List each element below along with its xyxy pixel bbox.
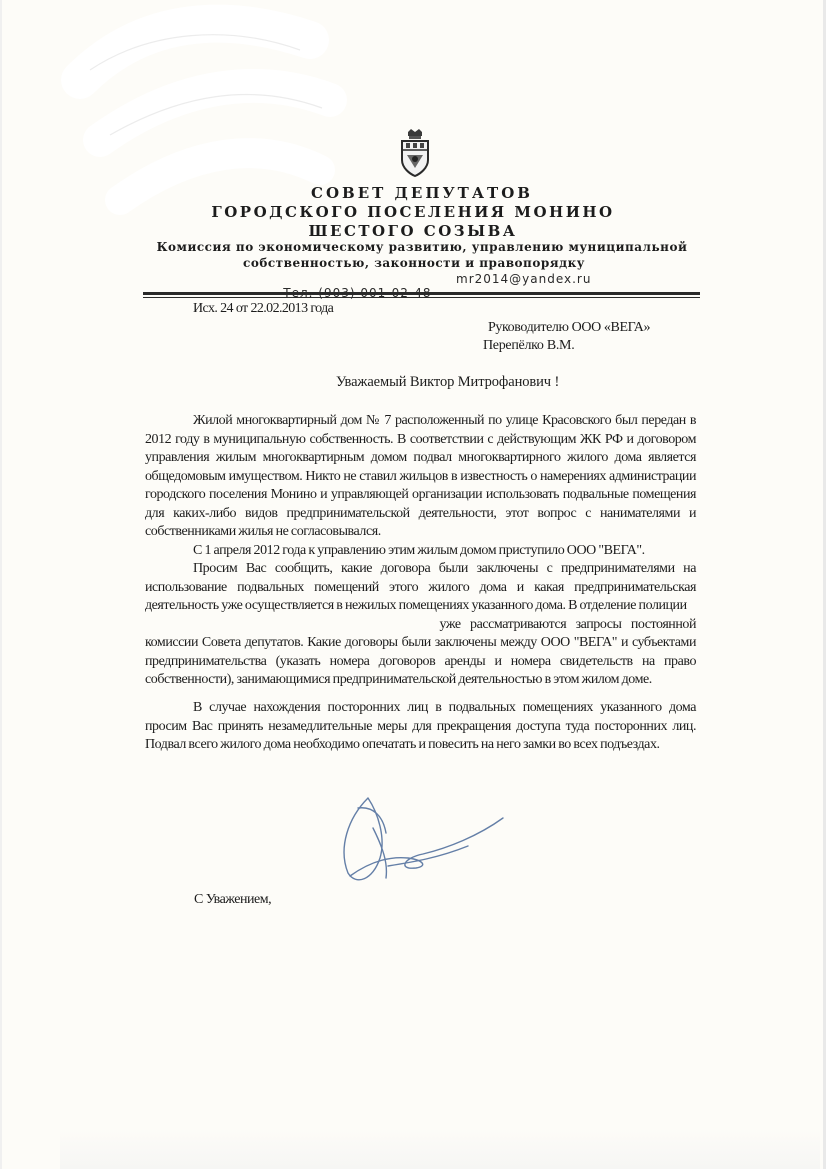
scan-edge bbox=[0, 0, 2, 1169]
body-paragraph: В случае нахождения посторонних лиц в подвальных помещениях указанного дома просим Вас принять незамедлительные меры для прекращения доступа туда посторонних лиц. Подвал всего жилого дома необходимо опечатать и повесить на него замки во всех подъездах. bbox=[145, 700, 696, 752]
letterhead-title: СОВЕТ ДЕПУТАТОВ bbox=[311, 184, 533, 202]
body-paragraph bbox=[145, 560, 696, 690]
coat-of-arms-icon bbox=[396, 128, 434, 178]
handwritten-signature bbox=[328, 788, 518, 888]
body-text: Просим Вас сообщить, какие договора были заключены с предпринимателями на использование подвальных помещений этого жилого дома и какая предпринимательская деятельность уже осуществляется в нежилых помещениях указанного дома. В отделение полиции bbox=[145, 561, 696, 613]
letterhead-divider bbox=[143, 292, 700, 295]
body-text: уже рассматриваются запросы постоянной комиссии Совета депутатов. Какие договоры были заключены между ООО "ВЕГА" и субъектами предпринимательства (указать номера договоров аренды и номера свидетельств на право собственности), занимающимися предпринимательской деятельностью в этом жилом доме. bbox=[145, 616, 696, 687]
addressee: Перепёлко В.М. bbox=[483, 338, 575, 353]
body-paragraph: С 1 апреля 2012 года к управлению этим жилым домом приступило ООО "ВЕГА". bbox=[193, 543, 645, 558]
commission-name: собственностью, законности и правопорядку bbox=[243, 256, 585, 270]
outgoing-reference: Исх. 24 от 22.02.2013 года bbox=[193, 301, 334, 316]
letterhead-title: ГОРОДСКОГО ПОСЕЛЕНИЯ МОНИНО bbox=[211, 203, 615, 221]
body-paragraph: Жилой многоквартирный дом № 7 расположенный по улице Красовского был передан в 2012 году в муниципальную собственность. В соответствии с действующим ЖК РФ и договором управления жилым многоквартирным домом подвал многоквартирного жилого дома является общедомовым имуществом. Никто не ставил жильцов в известность о намерениях администрации городского поселения Монино и управляющей организации использовать подвальные помещения для каких-либо видов предпринимательской деятельности, этот вопрос с нанимателями и собственниками жилья не согласовывался. bbox=[145, 413, 696, 539]
letterhead-divider bbox=[143, 297, 700, 298]
email-address: mr2014@yandex.ru bbox=[456, 272, 592, 286]
salutation: Уважаемый Виктор Митрофанович ! bbox=[336, 374, 560, 390]
redacted-text: г. Лосино-Петровский и Щёлковская прокуратура bbox=[145, 598, 696, 632]
commission-name: Комиссия по экономическому развитию, управлению муниципальной bbox=[156, 240, 688, 254]
letterhead-title: ШЕСТОГО СОЗЫВА bbox=[308, 222, 518, 240]
addressee: Руководителю ООО «ВЕГА» bbox=[488, 320, 651, 335]
contact-line bbox=[264, 272, 592, 328]
scan-artifact bbox=[60, 1128, 820, 1169]
closing-phrase: С Уважением, bbox=[194, 892, 272, 907]
